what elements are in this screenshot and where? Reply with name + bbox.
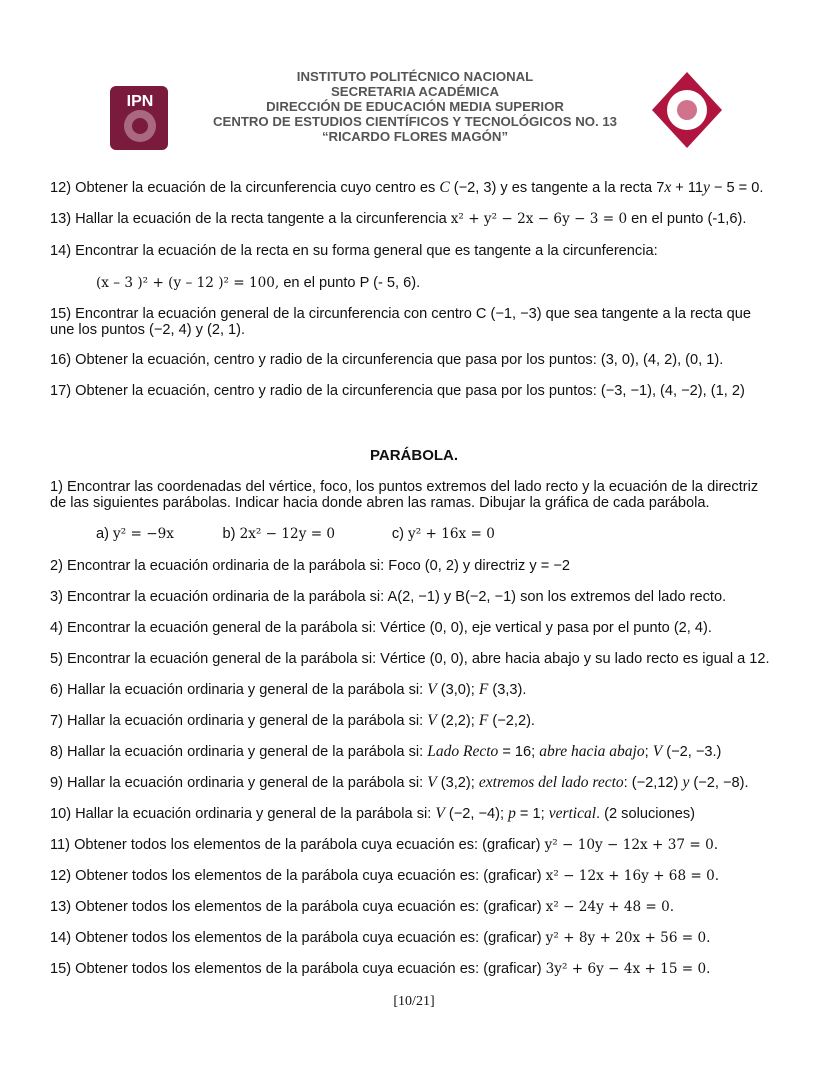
exercise-line	[50, 713, 535, 729]
text-segment: (−2, 3) y es tangente a la recta 7	[449, 180, 665, 196]
text-segment: 14) Obtener todos los elementos de la parábola cuya ecuación es: (graficar)	[50, 930, 546, 946]
text-segment: 11) Obtener todos los elementos de la parábola cuya ecuación es: (graficar)	[50, 837, 545, 853]
text-segment: b)	[173, 526, 240, 542]
section-title: PARÁBOLA.	[369, 447, 459, 464]
text-segment: (−2, −8).	[689, 775, 749, 791]
math-expression: Lado Recto	[427, 743, 499, 760]
header-line: CENTRO DE ESTUDIOS CIENTÍFICOS Y TECNOLÓGICOS NO. 13	[213, 114, 617, 129]
text-segment: 12) Obtener todos los elementos de la parábola cuya ecuación es: (graficar)	[50, 868, 546, 884]
exercise-line	[50, 961, 710, 977]
text-segment: en el punto P (- 5, 6).	[279, 275, 421, 291]
exercise-line	[50, 682, 526, 698]
exercise-line	[50, 495, 710, 511]
text-segment: − 5 = 0.	[709, 180, 764, 196]
exercise-line	[50, 775, 749, 791]
exercise-line	[96, 526, 495, 542]
text-segment: 8) Hallar la ecuación ordinaria y general de la parábola si:	[50, 744, 428, 760]
exercise-line	[50, 868, 719, 884]
text-segment: = 16;	[498, 744, 540, 760]
exercise-line	[50, 620, 712, 636]
math-expression: y² + 16x = 0	[408, 526, 495, 542]
page-number: [10/21]	[393, 994, 435, 1009]
text-segment: une los puntos (−2, 4) y (2, 1).	[50, 322, 246, 338]
exercise-line	[50, 180, 763, 196]
exercise-line	[50, 651, 770, 667]
text-segment: (−2, −3.)	[662, 744, 722, 760]
text-segment: 7) Hallar la ecuación ordinaria y general de la parábola si:	[50, 713, 428, 729]
text-segment: 15) Encontrar la ecuación general de la circunferencia con centro C (−1, −3) que sea tangente a la recta que	[50, 306, 751, 322]
text-segment: (3,0);	[436, 682, 479, 698]
math-expression: p	[508, 805, 516, 822]
math-expression: extremos del lado recto	[478, 774, 624, 791]
text-segment: 13) Hallar la ecuación de la recta tangente a la circunferencia	[50, 211, 451, 227]
text-segment: 6) Hallar la ecuación ordinaria y general de la parábola si:	[50, 682, 428, 698]
math-expression: abre hacia abajo	[539, 743, 645, 760]
text-segment: 1) Encontrar las coordenadas del vértice, foco, los puntos extremos del lado recto y la ecuación de la directriz	[50, 479, 759, 495]
text-segment: ;	[644, 744, 653, 760]
exercise-line	[96, 275, 420, 291]
cecyt-logo-icon	[650, 70, 724, 150]
text-segment: = 1;	[515, 806, 549, 822]
exercise-line	[50, 479, 758, 495]
text-segment: (3,2);	[436, 775, 479, 791]
text-segment: (−2, −4);	[444, 806, 509, 822]
text-segment: (3,3).	[488, 682, 527, 698]
text-segment: 12) Obtener la ecuación de la circunferencia cuyo centro es	[50, 180, 440, 196]
text-segment: en el punto (-1,6).	[627, 211, 747, 227]
header-line: “RICARDO FLORES MAGÓN”	[321, 129, 509, 144]
text-segment: de las siguientes parábolas. Indicar hacia donde abren las ramas. Dibujar la gráfica de cada parábola.	[50, 495, 710, 511]
exercise-line	[50, 899, 674, 915]
math-expression: x² − 12x + 16y + 68 = 0.	[545, 868, 720, 884]
exercise-line	[50, 352, 723, 368]
text-segment: . (2 soluciones)	[596, 806, 696, 822]
math-expression: F	[478, 712, 489, 729]
math-expression: V	[427, 681, 437, 698]
math-expression: y² + 8y + 20x + 56 = 0.	[545, 930, 711, 946]
math-expression: V	[652, 743, 663, 760]
text-segment: 4) Encontrar la ecuación general de la parábola si: Vértice (0, 0), eje vertical y pasa por el punto (2, 4).	[50, 620, 712, 636]
math-expression: C	[439, 179, 450, 196]
math-expression: y² − 10y − 12x + 37 = 0.	[544, 837, 719, 853]
text-segment: c)	[335, 526, 409, 542]
exercise-line	[50, 837, 718, 853]
text-segment: 13) Obtener todos los elementos de la parábola cuya ecuación es: (graficar)	[50, 899, 546, 915]
header-line: SECRETARIA ACADÉMICA	[330, 84, 500, 99]
math-expression: V	[427, 712, 437, 729]
svg-text:IPN: IPN	[126, 93, 154, 110]
exercise-line	[50, 744, 721, 760]
text-segment: a)	[96, 526, 114, 542]
math-expression: (x – 3 )² + (y – 12 )² = 100,	[96, 275, 280, 291]
math-expression: F	[478, 681, 489, 698]
header-line: INSTITUTO POLITÉCNICO NACIONAL	[296, 69, 534, 84]
text-segment: 5) Encontrar la ecuación general de la parábola si: Vértice (0, 0), abre hacia abajo y su lado recto es igual a 12.	[50, 651, 770, 667]
exercise-line	[50, 589, 726, 605]
exercise-line	[50, 383, 745, 399]
exercise-line	[50, 306, 751, 322]
exercise-line	[50, 806, 695, 822]
math-expression: x² − 24y + 48 = 0.	[545, 899, 675, 915]
text-segment: + 11	[671, 180, 703, 196]
text-segment: 16) Obtener la ecuación, centro y radio de la circunferencia que pasa por los puntos: (3, 0), (4, 2), (0, 1).	[50, 352, 724, 368]
exercise-line	[50, 322, 245, 338]
header-line: DIRECCIÓN DE EDUCACIÓN MEDIA SUPERIOR	[266, 99, 564, 114]
text-segment: 17) Obtener la ecuación, centro y radio de la circunferencia que pasa por los puntos: (−3, −1), (4, −2), (1, 2)	[50, 383, 745, 399]
exercise-line	[50, 930, 710, 946]
math-expression: 3y² + 6y − 4x + 15 = 0.	[545, 961, 711, 977]
math-expression: y	[702, 179, 710, 196]
text-segment: 14) Encontrar la ecuación de la recta en su forma general que es tangente a la circunferencia:	[50, 243, 658, 259]
text-segment: : (−2,12)	[623, 775, 683, 791]
text-segment: 15) Obtener todos los elementos de la parábola cuya ecuación es: (graficar)	[50, 961, 546, 977]
text-segment: (2,2);	[436, 713, 479, 729]
math-expression: y	[682, 774, 690, 791]
math-expression: x² + y² − 2x − 6y − 3 = 0	[450, 211, 628, 227]
text-segment: 3) Encontrar la ecuación ordinaria de la parábola si: A(2, −1) y B(−2, −1) son los extremos del lado recto.	[50, 589, 727, 605]
ipn-logo-icon	[108, 82, 172, 154]
math-expression: vertical	[548, 805, 597, 822]
math-expression: 2x² − 12y = 0	[239, 526, 336, 542]
math-expression: V	[435, 805, 445, 822]
text-segment: 2) Encontrar la ecuación ordinaria de la parábola si: Foco (0, 2) y directriz y = −2	[50, 558, 570, 574]
math-expression: x	[664, 179, 672, 196]
math-expression: V	[427, 774, 437, 791]
exercise-line	[50, 211, 746, 227]
text-segment: (−2,2).	[488, 713, 535, 729]
text-segment: 10) Hallar la ecuación ordinaria y general de la parábola si:	[50, 806, 436, 822]
exercise-line	[50, 243, 658, 259]
text-segment: 9) Hallar la ecuación ordinaria y general de la parábola si:	[50, 775, 428, 791]
exercise-line	[50, 558, 570, 574]
math-expression: y² = −9x	[113, 526, 174, 542]
